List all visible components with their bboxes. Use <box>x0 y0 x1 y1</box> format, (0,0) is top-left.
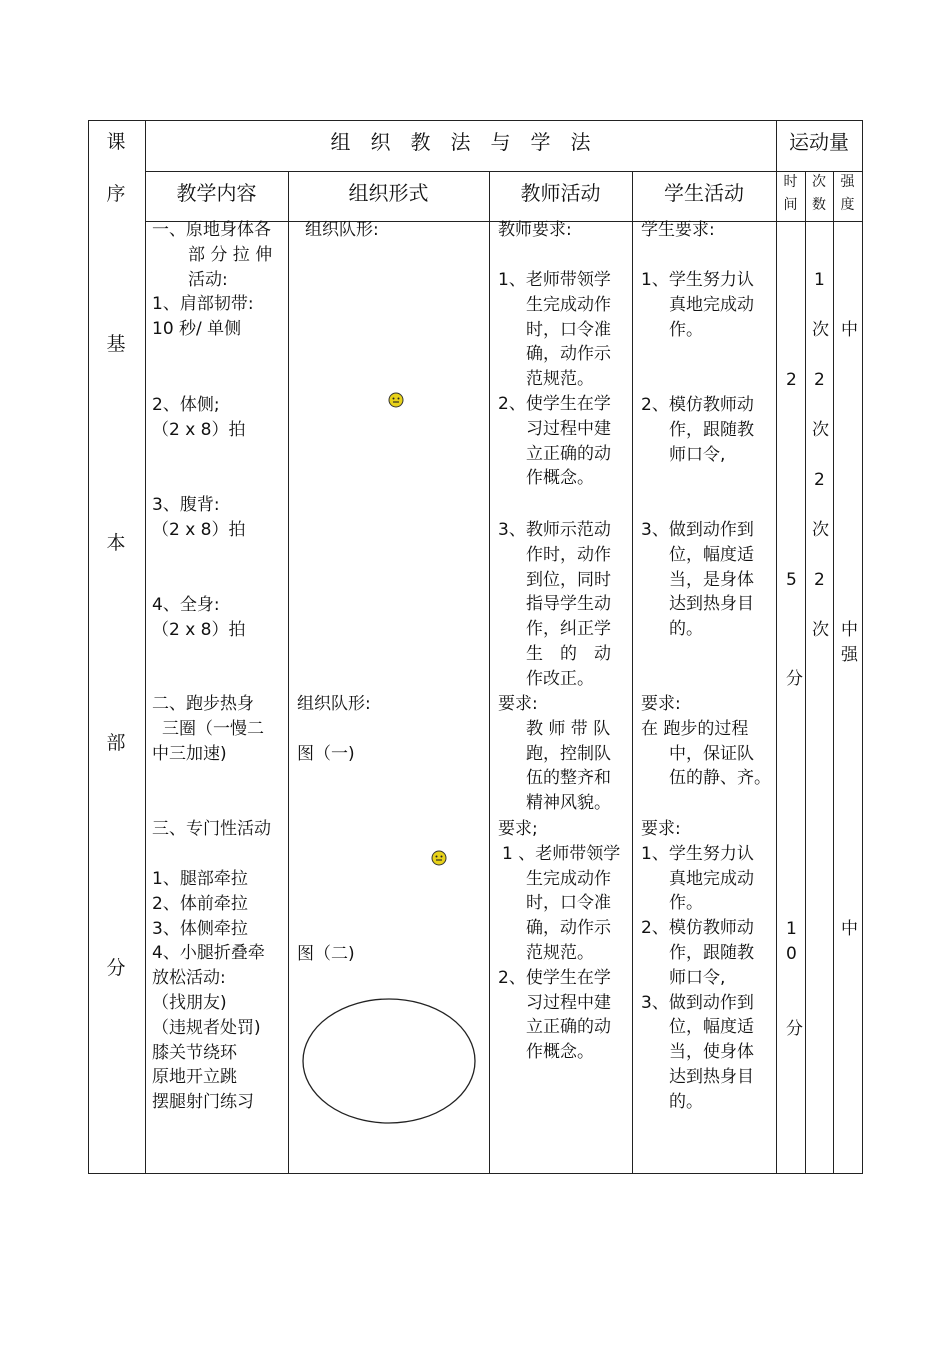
grid-line <box>145 171 863 172</box>
section-char: 本 <box>106 532 126 554</box>
smiley-face-icon <box>431 850 447 866</box>
section-char: 部 <box>106 732 126 754</box>
count-header-1: 次 <box>812 174 826 190</box>
grid-line <box>88 120 863 121</box>
student-block: 学生要求: <box>641 220 715 240</box>
teacher-block: 3、教师示范动 作时，动作 到位，同时 指导学生动 作，纠正学 生 的 动 作改正。 <box>498 520 611 689</box>
teacher-block: 教师要求: <box>498 220 572 240</box>
intensity-value: 中 <box>841 919 858 939</box>
form-header: 组织形式 <box>348 181 429 205</box>
grid-line <box>88 1173 863 1174</box>
content-block: 2、体侧; （2 x 8）拍 <box>152 395 246 440</box>
seq-header-top: 课 <box>106 131 126 153</box>
count-value: 2 <box>814 470 825 490</box>
grid-line <box>833 171 834 1174</box>
intensity-value: 中 <box>841 620 858 640</box>
grid-line <box>862 120 863 1174</box>
time-value: 5 <box>786 570 797 590</box>
section-char: 分 <box>106 957 126 979</box>
teacher-header: 教师活动 <box>520 181 601 205</box>
grid-line <box>805 171 806 1174</box>
content-block: 三、专门性活动 <box>152 819 271 839</box>
time-value: 1 <box>786 919 797 939</box>
intensity-header-2: 度 <box>840 197 855 213</box>
time-value: 分 <box>786 1019 803 1039</box>
intensity-value: 强 <box>841 645 858 665</box>
intensity-value: 中 <box>841 320 858 340</box>
lesson-plan-table <box>88 120 863 1174</box>
teacher-block: 要求; 1 、老师带领学 生完成动作 时，口令准 确，动作示 范规范。 2、使学生在学 习过程中建 立正确的动 作概念。 <box>498 819 621 1063</box>
count-value: 次 <box>812 320 829 340</box>
grid-line <box>489 171 490 1174</box>
smiley-face-icon <box>388 392 404 408</box>
form-label: 组织队形: <box>297 694 371 714</box>
count-value: 次 <box>812 420 829 440</box>
count-value: 1 <box>814 270 825 290</box>
form-figure-label: 图（一) <box>297 744 355 764</box>
student-header: 学生活动 <box>664 181 744 205</box>
content-block: 4、全身: （2 x 8）拍 <box>152 595 246 640</box>
time-value: 0 <box>786 944 797 964</box>
grid-line <box>288 171 289 1174</box>
time-header-1: 时 <box>783 174 798 190</box>
teacher-block: 要求: 教 师 带 队 跑，控制队 伍的整齐和 精神风貌。 <box>498 694 611 814</box>
form-label: 组织队形: <box>305 220 379 240</box>
content-block: 二、跑步热身 三圈（一慢二 中三加速) <box>152 694 264 764</box>
count-header-2: 数 <box>812 197 826 213</box>
content-header: 教学内容 <box>176 181 257 205</box>
grid-line <box>776 120 777 1174</box>
content-block: 一、原地身体各 部 分 拉 伸 活动: 1、肩部韧带: 10 秒/ 单侧 <box>152 220 273 340</box>
student-block: 要求: 在 跑步的过程 中，保证队 伍的静、齐。 <box>641 694 771 789</box>
time-value: 分 <box>786 669 803 689</box>
student-block: 3、做到动作到 位，幅度适 当，是身体 达到热身目 的。 <box>641 520 754 640</box>
page-title: 组 织 教 法 与 学 法 <box>330 130 591 154</box>
student-block: 要求: 1、学生努力认 真地完成动 作。 2、模仿教师动 作，跟随教 师口令, 3、做到动作到 位，幅度适 当，使身体 达到热身目 的。 <box>641 819 754 1112</box>
grid-line <box>88 120 89 1174</box>
student-block: 2、模仿教师动 作，跟随教 师口令, <box>641 395 754 465</box>
intensity-header-1: 强 <box>840 174 855 190</box>
load-header: 运动量 <box>789 130 849 154</box>
time-header-2: 间 <box>783 197 798 213</box>
grid-line <box>632 171 633 1174</box>
student-block: 1、学生努力认 真地完成动 作。 <box>641 270 754 340</box>
count-value: 2 <box>814 570 825 590</box>
content-block: 1、腿部牵拉 2、体前牵拉 3、体侧牵拉 4、小腿折叠牵 放松活动: （找朋友) （违规者处罚) 膝关节绕环 原地开立跳 摆腿射门练习 <box>152 869 265 1113</box>
section-char: 基 <box>106 333 126 355</box>
formation-ellipse <box>301 997 477 1125</box>
form-figure-label: 图（二) <box>297 944 355 964</box>
count-value: 次 <box>812 520 829 540</box>
teacher-block: 1、老师带领学 生完成动作 时，口令准 确，动作示 范规范。 2、使学生在学 习过程中建 立正确的动 作概念。 <box>498 270 611 489</box>
seq-header-bottom: 序 <box>106 183 126 205</box>
count-value: 2 <box>814 370 825 390</box>
count-value: 次 <box>812 620 829 640</box>
time-value: 2 <box>786 370 797 390</box>
grid-line <box>145 120 146 1174</box>
content-block: 3、腹背: （2 x 8）拍 <box>152 495 246 540</box>
